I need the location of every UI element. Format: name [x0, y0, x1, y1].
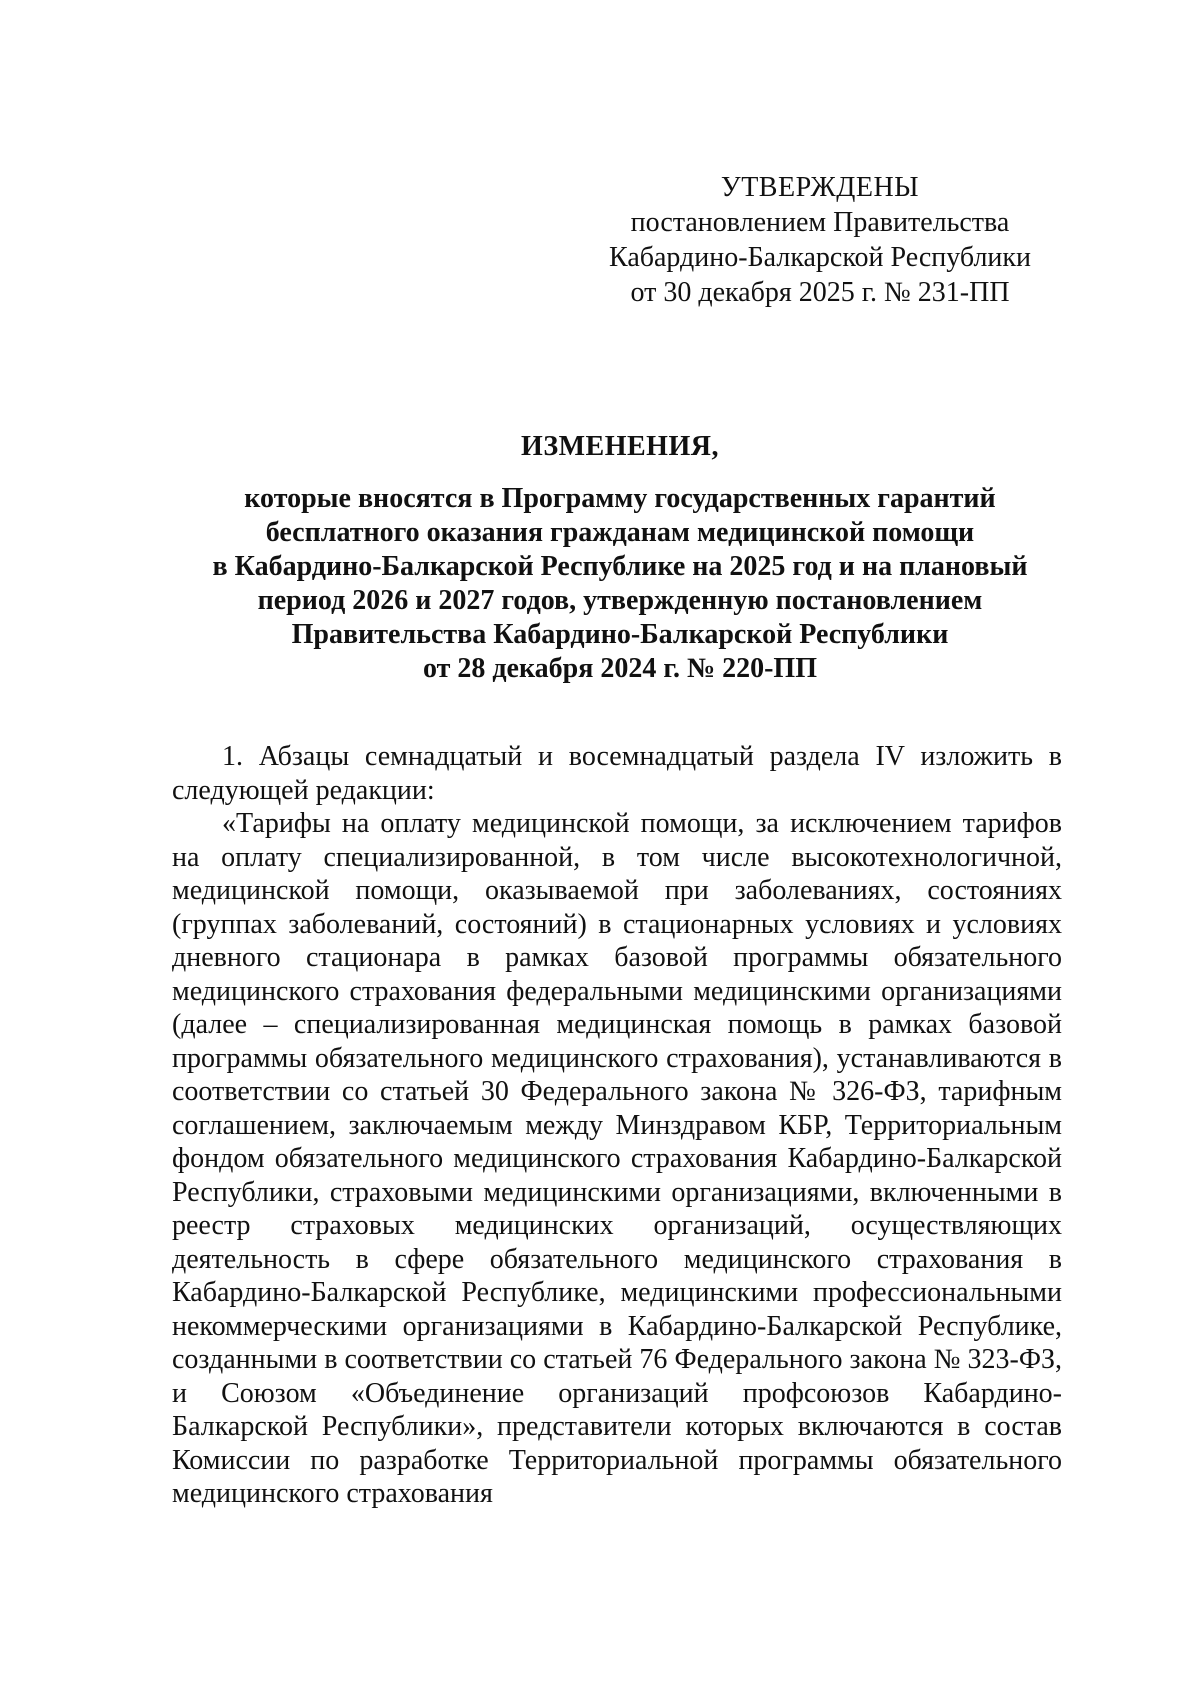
approval-line-3: от 30 декабря 2025 г. № 231-ПП — [630, 277, 1010, 308]
approval-heading: УТВЕРЖДЕНЫ — [720, 172, 920, 203]
title-line-5: Правительства Кабардино-Балкарской Республики — [291, 619, 949, 650]
body-paragraph-1: 1. Абзацы семнадцатый и восемнадцатый раздела IV изложить в следующей редакции: — [172, 741, 1062, 806]
approval-line-2: Кабардино-Балкарской Республики — [609, 242, 1031, 273]
title-line-4: период 2026 и 2027 годов, утвержденную постановлением — [257, 585, 983, 616]
approval-stamp — [560, 170, 1080, 310]
title-line-6: от 28 декабря 2024 г. № 220-ПП — [423, 653, 817, 684]
title-line-3: в Кабардино-Балкарской Республике на 2025 год и на плановый — [212, 551, 1028, 582]
approval-line-1: постановлением Правительства — [630, 207, 1010, 238]
document-body — [172, 740, 1062, 1511]
title-line-1: которые вносятся в Программу государственных гарантий — [244, 483, 996, 514]
title-main: ИЗМЕНЕНИЯ, — [521, 431, 719, 462]
document-title — [160, 430, 1080, 686]
title-line-2: бесплатного оказания гражданам медицинской помощи — [265, 517, 975, 548]
body-paragraph-2: «Тарифы на оплату медицинской помощи, за исключением тарифов на оплату специализированной, в том числе высокотехнологичной, медицинской помощи, оказываемой при заболеваниях, состояниях (группах заболеваний, состояний) в стационарных условиях и условиях дневного стационара в рамках базовой программы обязательного медицинского страхования федеральными медицинскими организациями (далее – специализированная медицинская помощь в рамках базовой программы обязательного медицинского страхования), устанавливаются в соответствии со статьей 30 Федерального закона № 326-ФЗ, тарифным соглашением, заключаемым между Минздравом КБР, Территориальным фондом обязательного медицинского страхования Кабардино-Балкарской Республики, страховыми медицинскими организациями, включенными в реестр страховых медицинских организаций, осуществляющих деятельность в сфере обязательного медицинского страхования в Кабардино-Балкарской Республике, медицинскими профессиональными некоммерческими организациями в Кабардино-Балкарской Республике, созданными в соответствии со статьей 76 Федерального закона № 323-ФЗ, и Союзом «Объединение организаций профсоюзов Кабардино-Балкарской Республики», представители которых включаются в состав Комиссии по разработке Территориальной программы обязательного медицинского страхования — [172, 808, 1062, 1509]
